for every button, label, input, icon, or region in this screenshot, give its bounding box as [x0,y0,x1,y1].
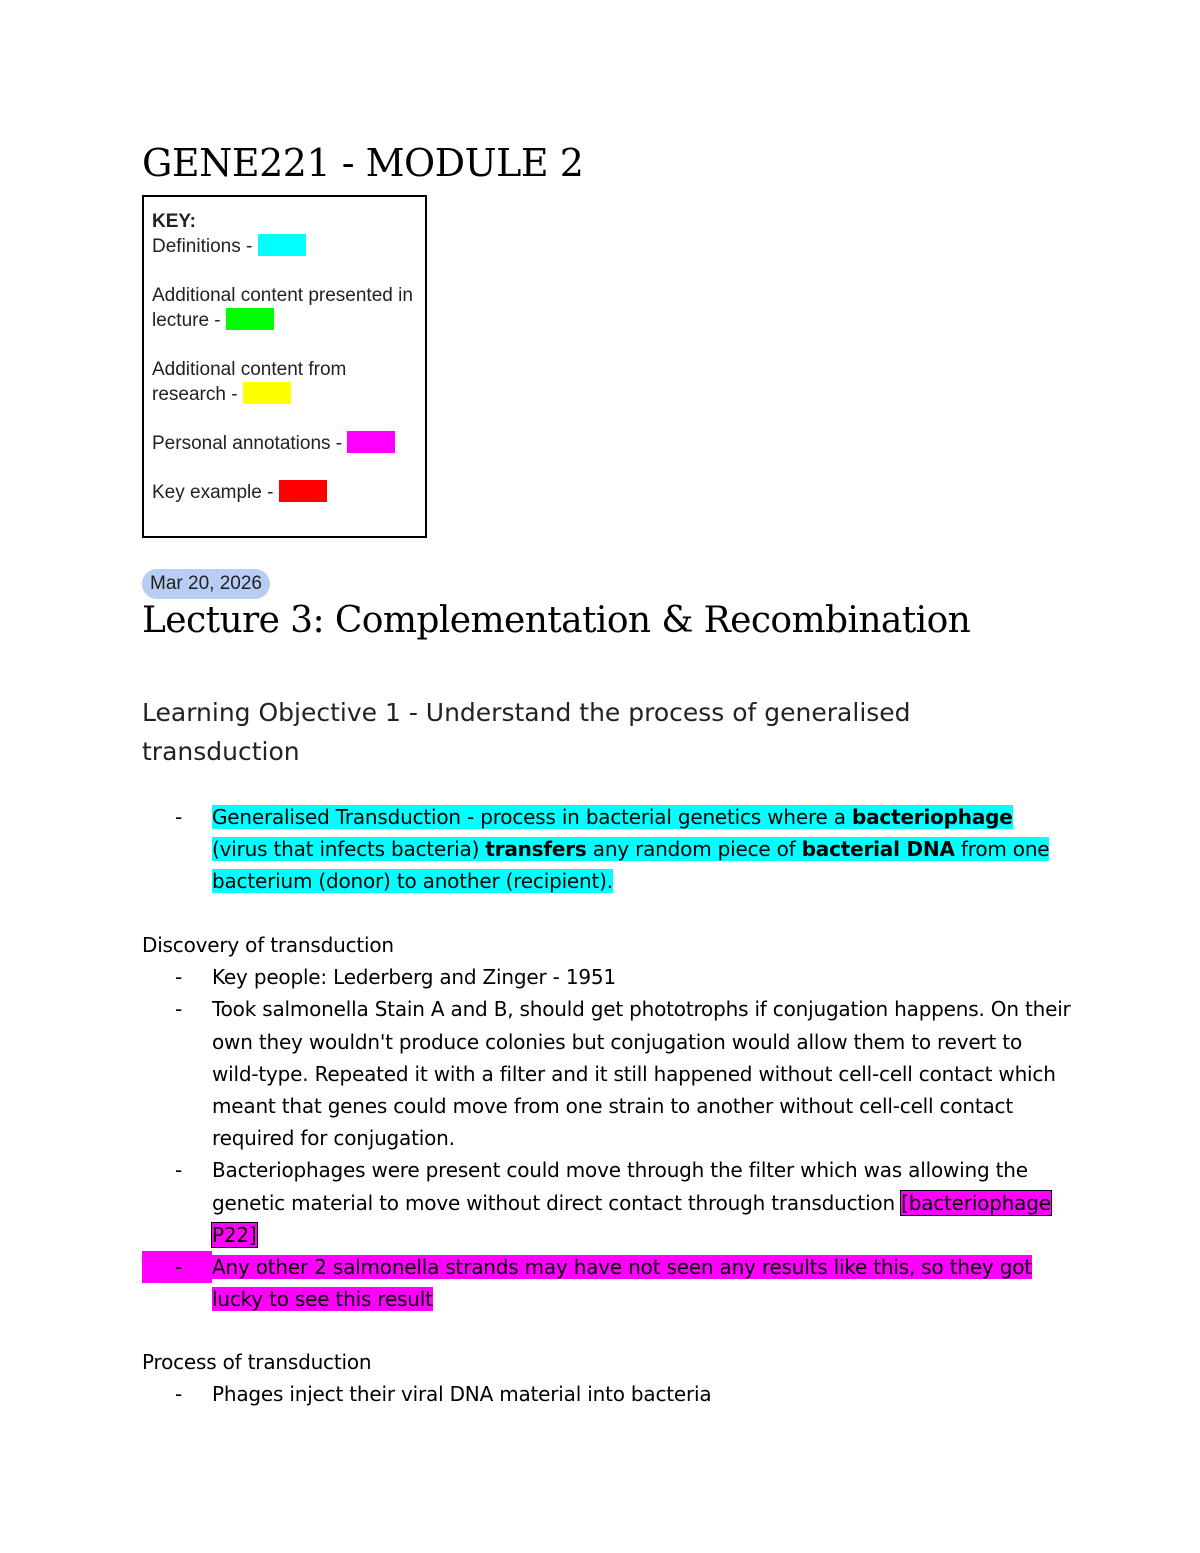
bullet-dash: - [175,997,183,1022]
swatch-green [226,308,274,330]
term-transfers: transfers [485,837,587,862]
list-item-text: Key people: Lederberg and Zinger - 1951 [212,965,616,990]
bullet-dash: - [175,805,183,829]
discovery-heading: Discovery of transduction [142,933,394,957]
key-item-key-example [152,480,417,505]
swatch-magenta [347,431,395,453]
highlight-key-box [142,195,427,538]
lecture-title: Lecture 3: Complementation & Recombination [142,600,971,641]
list-item [142,1378,1072,1410]
definition-text [212,805,1049,893]
annotation-text: Any other 2 salmonella strands may have not seen any results like this, so they got lucky to see this result [212,1255,1032,1312]
bullet-dash: - [175,1382,183,1407]
term-bacterial-dna: bacterial DNA [801,837,955,862]
list-item-text: Bacteriophages were present could move through the filter which was allowing the genetic material to move without direct contact through transduction [212,1158,1028,1215]
key-label: Personal annotations - [152,433,348,454]
list-item [142,993,1072,1154]
term-bacteriophage: bacteriophage [852,805,1013,829]
list-item [142,1154,1072,1251]
key-item-research-content [152,357,417,407]
bullet-dash: - [175,965,183,990]
learning-objective: Learning Objective 1 - Understand the process of generalised transduction [142,698,911,766]
bullet-dash: - [175,1158,183,1183]
swatch-cyan [258,234,306,256]
swatch-yellow [243,382,291,404]
discovery-section [142,929,1072,1315]
key-item-personal-annotations [152,431,417,456]
definition-text-part: Generalised Transduction - process in bacterial genetics where a [212,805,853,829]
key-item-definitions [152,234,417,259]
swatch-red [279,480,327,502]
page-title: GENE221 - MODULE 2 [142,141,584,185]
process-heading: Process of transduction [142,1350,372,1374]
list-item [142,961,1072,993]
bullet-dash-char: - [175,1255,183,1280]
definition-section [142,801,1072,898]
key-heading: KEY: [152,211,196,232]
annotation-item [142,1251,1072,1315]
process-section [142,1346,1072,1410]
key-label: Additional content presented in lecture - [152,285,413,331]
definition-text-part: any random piece of [586,837,802,862]
list-item-text: Phages inject their viral DNA material into bacteria [212,1382,712,1407]
key-label: Key example - [152,482,279,503]
key-label: Additional content from research - [152,359,347,405]
annotation-tag: [bacteriophage P22] [212,1190,1051,1247]
date-chip[interactable]: Mar 20, 2026 [142,569,270,599]
definition-text-part: from one bacterium (donor) to another (recipient). [212,837,1050,894]
definition-item [142,801,1072,898]
key-item-lecture-content [152,283,417,333]
key-label: Definitions - [152,236,258,257]
bullet-dash [142,1251,212,1283]
list-item-text: Took salmonella Stain A and B, should get phototrophs if conjugation happens. On their own they wouldn't produce colonies but conjugation would allow them to revert to wild-type. Repeated it with a filter and it still happened without cell-cell contact which meant that genes could move from one strain to another without cell-cell contact required for conjugation. [212,997,1071,1151]
definition-text-part: (virus that infects bacteria) [212,837,486,862]
